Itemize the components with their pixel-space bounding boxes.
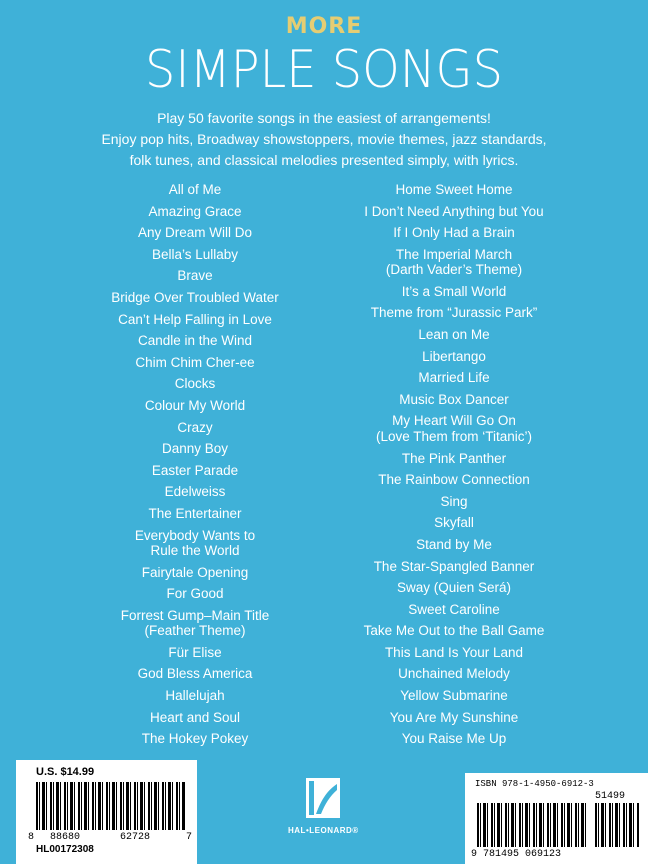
upc-digit: 8 xyxy=(28,832,35,843)
isbn: ISBN 978-1-4950-6912-3 xyxy=(475,779,594,789)
song-title-line: Bridge Over Troubled Water xyxy=(111,289,279,305)
song-title xyxy=(324,559,584,575)
isbn-barcode-panel xyxy=(465,773,648,864)
song-title-line: Lean on Me xyxy=(418,327,490,343)
song-title xyxy=(324,451,584,467)
song-title xyxy=(324,537,584,553)
song-title-line: (Darth Vader’s Theme) xyxy=(385,262,523,278)
song-title-line: Sway (Quien Será) xyxy=(396,580,512,596)
song-title-line: The Pink Panther xyxy=(401,450,507,466)
intro-line: folk tunes, and classical melodies presented simply, with lyrics. xyxy=(129,152,519,168)
item-code: HL00172308 xyxy=(36,844,94,855)
song-list-left xyxy=(65,182,325,753)
song-title xyxy=(324,392,584,408)
song-title-line: Für Elise xyxy=(168,644,222,660)
song-title xyxy=(324,731,584,747)
isbn-barcode xyxy=(477,803,589,847)
publisher-name: HAL•LEONARD® xyxy=(288,826,359,835)
song-title-line: Libertango xyxy=(422,348,486,364)
price: U.S. $14.99 xyxy=(36,766,95,778)
song-title-line: Clocks xyxy=(174,376,216,392)
song-title xyxy=(324,494,584,510)
series-label: MORE xyxy=(285,14,363,39)
song-title xyxy=(65,290,325,306)
song-title-line: Home Sweet Home xyxy=(395,182,513,197)
song-title xyxy=(65,463,325,479)
song-title xyxy=(324,349,584,365)
upc-digits: 62728 xyxy=(120,832,151,843)
song-title xyxy=(65,420,325,436)
publisher-logo xyxy=(288,778,358,856)
song-title xyxy=(324,580,584,596)
upc-barcode xyxy=(36,782,186,830)
upc-digits: 88680 xyxy=(50,832,81,843)
song-title xyxy=(65,398,325,414)
song-title-line: Sweet Caroline xyxy=(408,601,500,617)
song-title xyxy=(324,688,584,704)
song-title-line: Take Me Out to the Ball Game xyxy=(363,623,545,639)
song-title-line: For Good xyxy=(166,586,224,602)
song-title-line: Stand by Me xyxy=(416,536,492,552)
song-title-line: Easter Parade xyxy=(151,462,239,478)
song-title-line: The Star-Spangled Banner xyxy=(373,558,535,574)
song-list-right xyxy=(324,182,584,753)
song-title-line: Married Life xyxy=(418,370,490,386)
intro-line: Play 50 favorite songs in the easiest of arrangements! xyxy=(157,110,491,126)
song-title xyxy=(65,666,325,682)
song-title xyxy=(65,688,325,704)
song-title-line: Fairytale Opening xyxy=(141,564,249,580)
song-title xyxy=(324,305,584,321)
song-title-line: Amazing Grace xyxy=(148,203,242,219)
price-barcode xyxy=(595,803,639,847)
song-title xyxy=(65,441,325,457)
song-title-line: The Hokey Pokey xyxy=(141,731,249,747)
song-title-line: Chim Chim Cher-ee xyxy=(135,354,255,370)
song-title-line: (Love Them from ‘Titanic’) xyxy=(375,428,533,444)
song-title-line: Bella’s Lullaby xyxy=(151,246,239,262)
song-title-line: The Rainbow Connection xyxy=(378,472,530,488)
song-title xyxy=(65,204,325,220)
song-title xyxy=(324,515,584,531)
song-title xyxy=(65,645,325,661)
song-title-line: Crazy xyxy=(177,419,213,435)
song-title xyxy=(65,247,325,263)
song-title-line: The Entertainer xyxy=(148,505,242,521)
song-title-line: Sing xyxy=(440,493,468,509)
song-title xyxy=(324,284,584,300)
song-title xyxy=(65,312,325,328)
song-title xyxy=(65,608,325,639)
price-barcode-panel xyxy=(16,760,197,864)
song-title xyxy=(65,333,325,349)
song-title-line: Unchained Melody xyxy=(398,666,510,682)
song-title-line: God Bless America xyxy=(137,666,253,682)
intro-text xyxy=(0,108,648,171)
song-title xyxy=(324,666,584,682)
song-title xyxy=(65,586,325,602)
song-title-line: It’s a Small World xyxy=(401,283,507,299)
song-title-line: All of Me xyxy=(168,182,222,197)
song-title-line: Hallelujah xyxy=(165,688,225,704)
song-title xyxy=(65,376,325,392)
song-title xyxy=(324,327,584,343)
song-title xyxy=(65,565,325,581)
song-title-line: You Raise Me Up xyxy=(401,731,507,747)
song-title xyxy=(324,247,584,278)
song-title-line: Music Box Dancer xyxy=(399,391,509,407)
song-title-line: Everybody Wants to xyxy=(134,527,256,543)
song-title xyxy=(324,225,584,241)
price-code: 51499 xyxy=(595,791,626,802)
song-title-line: Skyfall xyxy=(434,515,474,531)
hal-leonard-mark-icon xyxy=(306,778,340,818)
song-title-line: My Heart Will Go On xyxy=(392,413,516,429)
song-title-line: I Don’t Need Anything but You xyxy=(364,203,544,219)
song-title-line: Any Dream Will Do xyxy=(137,225,253,241)
song-title-line: Yellow Submarine xyxy=(400,688,508,704)
intro-line: Enjoy pop hits, Broadway showstoppers, movie themes, jazz standards, xyxy=(101,131,547,147)
song-title xyxy=(324,472,584,488)
song-title-line: If I Only Had a Brain xyxy=(393,225,515,241)
song-title xyxy=(65,731,325,747)
song-title-line: Can’t Help Falling in Love xyxy=(118,311,272,327)
song-title xyxy=(65,225,325,241)
song-title-line: Rule the World xyxy=(150,543,240,558)
song-title-line: Colour My World xyxy=(144,397,246,413)
song-title xyxy=(65,710,325,726)
song-title xyxy=(65,355,325,371)
song-title xyxy=(324,204,584,220)
song-title xyxy=(324,370,584,386)
song-title-line: This Land Is Your Land xyxy=(384,644,524,660)
song-title-line: You Are My Sunshine xyxy=(389,709,519,725)
upc-digit: 7 xyxy=(186,832,193,843)
song-title-line: Brave xyxy=(177,268,213,284)
song-title xyxy=(65,268,325,284)
song-title-line: Theme from “Jurassic Park” xyxy=(370,305,538,321)
song-title xyxy=(65,528,325,559)
song-title xyxy=(324,182,584,198)
song-title-line: (Feather Theme) xyxy=(144,623,246,639)
song-title-line: The Imperial March xyxy=(395,246,513,262)
song-title-line: Forrest Gump–Main Title xyxy=(120,607,270,623)
song-title-line: Candle in the Wind xyxy=(137,333,253,349)
song-title xyxy=(324,623,584,639)
song-title-line: Danny Boy xyxy=(161,441,229,457)
song-title-line: Heart and Soul xyxy=(149,709,241,725)
song-title xyxy=(324,645,584,661)
book-title: SIMPLE SONGS xyxy=(145,40,503,100)
ean-number: 9 781495 069123 xyxy=(471,849,562,860)
song-title xyxy=(324,413,584,444)
song-title xyxy=(65,182,325,198)
song-title xyxy=(324,710,584,726)
song-title xyxy=(65,506,325,522)
song-title xyxy=(65,484,325,500)
song-title-line: Edelweiss xyxy=(164,484,226,500)
song-title xyxy=(324,602,584,618)
